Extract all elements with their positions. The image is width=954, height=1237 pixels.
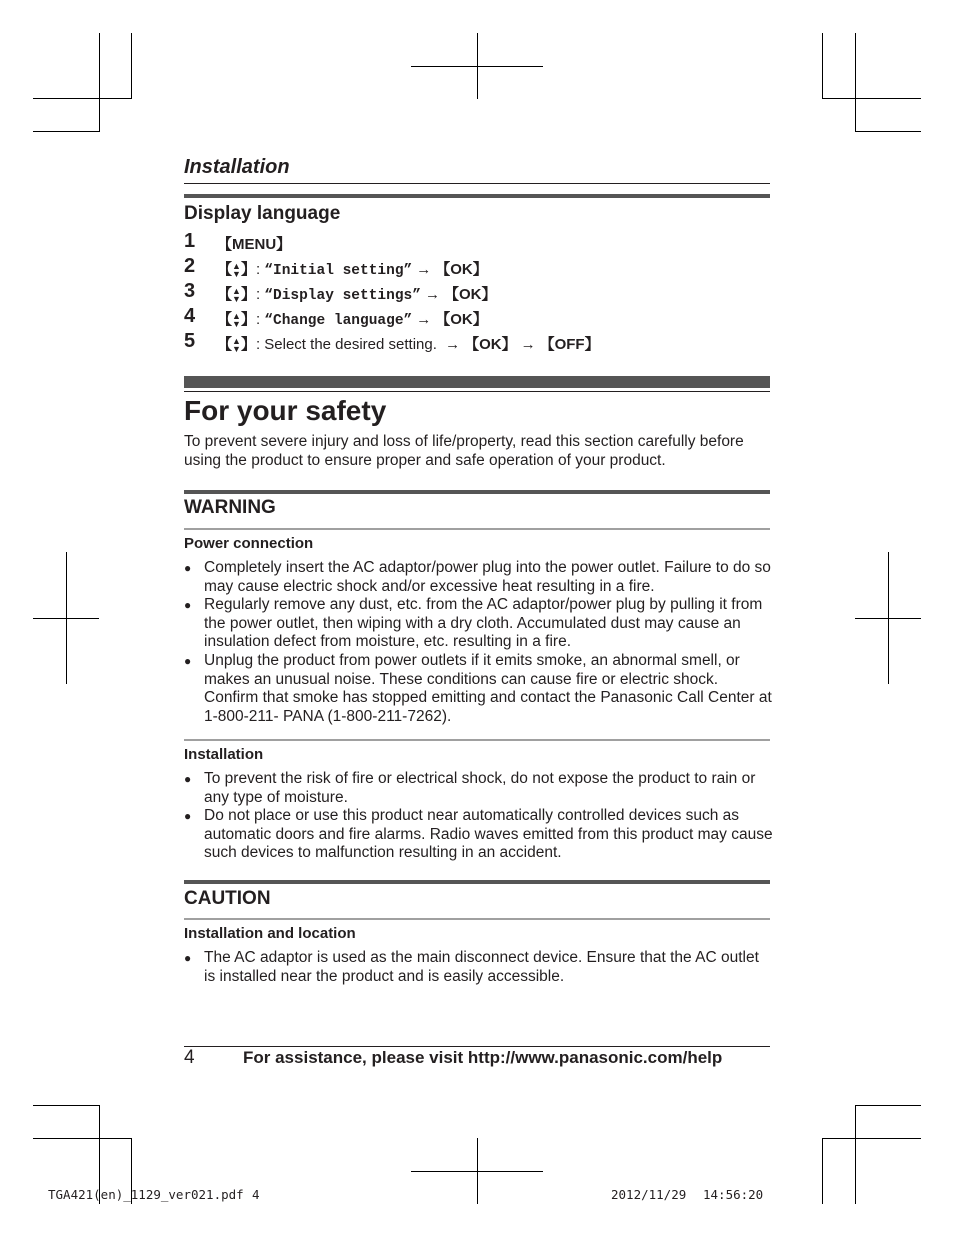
- step-instruction: [217, 308, 488, 329]
- display-language-title: Display language: [184, 203, 341, 224]
- installation-list: [184, 770, 774, 863]
- page-number: 4: [184, 1047, 195, 1068]
- installation-location-list: [184, 949, 774, 986]
- safety-intro-line-1: To prevent severe injury and loss of life/property, read this section carefully before: [184, 433, 744, 450]
- header-rule: [184, 183, 770, 184]
- step-text: :: [255, 311, 265, 328]
- key-label: 【OK】: [443, 286, 497, 303]
- bullet-item: ● Do not place or use this product near automatically controlled devices such as automatic doors and fire alarms. Radio waves emitted from this product may cause such devices to malfunction resulting in an accident.: [184, 807, 774, 863]
- warning-bar: [184, 490, 770, 494]
- arrow-icon: →: [416, 311, 432, 328]
- key-label: 【MENU】: [217, 236, 292, 253]
- arrow-icon: →: [520, 336, 536, 353]
- bullet-item: ● Unplug the product from power outlets if it emits smoke, an abnormal smell, or makes an unusual noise. These conditions can cause fire or electric shock. Confirm that smoke has stopped emitting and contact the Panasonic Call Center at 1-800-211- PANA (1-800-211-7262).: [184, 652, 774, 726]
- chapter-bar: [184, 376, 770, 388]
- up-down-key-icon: 【▲ ▼】: [217, 311, 256, 330]
- step-text: : Select the desired setting.: [255, 336, 442, 353]
- safety-intro-line-2: using the product to ensure proper and safe operation of your product.: [184, 451, 666, 469]
- running-header: Installation: [184, 156, 290, 178]
- step-number: 4: [184, 305, 196, 327]
- arrow-icon: →: [445, 336, 461, 353]
- arrow-icon: →: [416, 261, 432, 278]
- print-date: 2012/11/29: [611, 1187, 687, 1202]
- warning-underline: [184, 528, 770, 530]
- installation-title: Installation: [184, 746, 264, 763]
- up-down-key-icon: 【▲ ▼】: [217, 286, 256, 305]
- step-instruction: [217, 258, 488, 279]
- arrow-icon: →: [424, 286, 440, 303]
- key-label: 【OFF】: [539, 336, 600, 353]
- power-connection-title: Power connection: [184, 535, 314, 552]
- caution-title: CAUTION: [184, 888, 271, 909]
- caution-bar: [184, 880, 770, 884]
- print-time: 14:56:20: [703, 1187, 764, 1202]
- installation-rule: [184, 739, 770, 741]
- chapter-title: For your safety: [184, 395, 387, 426]
- bullet-item: ● Completely insert the AC adaptor/power plug into the power outlet. Failure to do so may cause electric shock and/or excessive heat resulting in a fire.: [184, 559, 774, 596]
- step-instruction: [217, 233, 291, 254]
- step-number: 2: [184, 255, 196, 277]
- step-number: 5: [184, 330, 196, 352]
- bullet-item: ● To prevent the risk of fire or electrical shock, do not expose the product to rain or any type of moisture.: [184, 770, 774, 807]
- key-label: 【OK】: [435, 311, 488, 328]
- power-connection-list: [184, 559, 774, 726]
- step-number: 1: [184, 230, 196, 252]
- safety-intro: [184, 433, 774, 470]
- key-label: 【OK】: [435, 261, 488, 278]
- print-page: 4: [252, 1187, 260, 1202]
- assistance-text: For assistance, please visit http://www.panasonic.com/help: [243, 1048, 723, 1067]
- menu-item-label: “Display settings”: [264, 288, 421, 304]
- bullet-item: ● The AC adaptor is used as the main disconnect device. Ensure that the AC outlet is installed near the product and is easily accessible.: [184, 949, 774, 986]
- section-bar: [184, 194, 770, 198]
- up-down-key-icon: 【▲ ▼】: [217, 336, 256, 355]
- menu-item-label: “Initial setting”: [264, 263, 413, 279]
- step-instruction: [217, 283, 496, 304]
- step-text: :: [255, 261, 265, 278]
- caution-underline: [184, 918, 770, 920]
- warning-title: WARNING: [184, 497, 276, 518]
- footer-rule: [184, 1046, 770, 1047]
- installation-location-title: Installation and location: [184, 925, 356, 942]
- up-down-key-icon: 【▲ ▼】: [217, 261, 256, 280]
- chapter-rule: [184, 391, 770, 392]
- print-file: TGA421(en)_1129_ver021.pdf: [48, 1187, 244, 1202]
- bullet-item: ● Regularly remove any dust, etc. from the AC adaptor/power plug by pulling it from the power outlet, then wiping with a dry cloth. Accumulated dust may cause an insulation defect from moisture, etc. resulting in a fire.: [184, 596, 774, 652]
- step-number: 3: [184, 280, 196, 302]
- menu-item-label: “Change language”: [264, 313, 413, 329]
- key-label: 【OK】: [464, 336, 517, 353]
- step-text: :: [255, 286, 265, 303]
- step-instruction: [217, 333, 600, 354]
